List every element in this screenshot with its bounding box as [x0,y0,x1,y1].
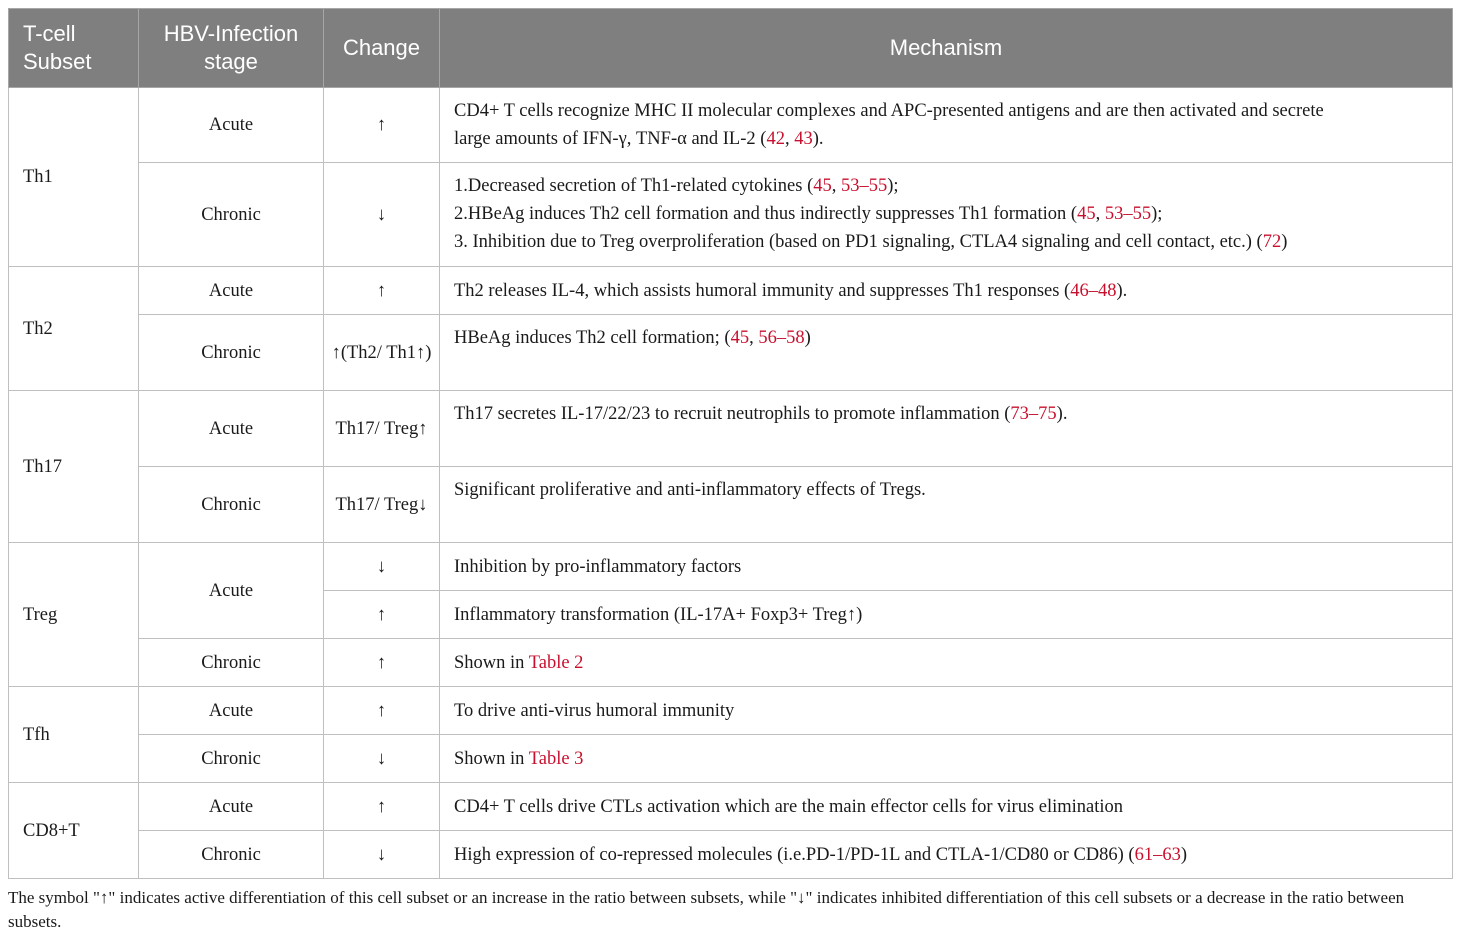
mechanism-line [454,745,1438,773]
reference-link[interactable]: 72 [1262,232,1282,252]
header-stage: HBV-Infection stage [139,9,324,88]
table-footnote: The symbol "↑" indicates active differentiation of this cell subset or an increase in the ratio between subsets, while "↓" indicates inhibited differentiation of this cell subsets or a decrease in the ratio between subsets. [8,888,1405,931]
mechanism-line [454,793,1438,821]
mechanism-text: , [749,328,759,348]
header-subset: T-cell Subset [9,9,139,88]
reference-link[interactable]: 43 [794,129,813,149]
mechanism-text: ) [804,328,811,348]
cell-change: ↑ [324,267,440,315]
mechanism-text: Inflammatory transformation (IL-17A+ Foxp3+ Treg↑) [454,604,863,625]
cell-mechanism [440,831,1453,879]
cell-mechanism [440,735,1453,783]
cell-mechanism [440,88,1453,163]
cell-stage: Chronic [139,639,324,687]
table-row [9,543,1453,591]
mechanism-text: To drive anti-virus humoral immunity [454,700,735,721]
header-change: Change [324,9,440,88]
table-body [9,88,1453,879]
mechanism-text: Significant proliferative and anti-inflammatory effects of Tregs. [454,480,926,500]
mechanism-line [454,476,1438,504]
reference-link[interactable]: 45 [730,328,750,348]
cell-stage: Acute [139,88,324,163]
mechanism-text: High expression of co-repressed molecules (i.e.PD-1/PD-1L and CTLA-1/CD80 or CD86) ( [454,844,1135,865]
mechanism-line [454,200,1438,228]
mechanism-line [454,697,1438,725]
mechanism-text: 2.HBeAg induces Th2 cell formation and thus indirectly suppresses Th1 formation ( [454,204,1078,224]
cell-mechanism [440,687,1453,735]
mechanism-text: 1.Decreased secretion of Th1-related cytokines ( [454,176,814,196]
mechanism-line [454,324,1438,352]
reference-link[interactable]: 45 [1077,204,1096,224]
mechanism-text: ). [1116,280,1128,301]
cell-stage: Chronic [139,467,324,543]
cell-mechanism [440,267,1453,315]
cell-mechanism [440,591,1453,639]
cell-subset: Treg [9,543,139,687]
table-row [9,163,1453,267]
cell-change: ↑ [324,88,440,163]
cell-stage: Chronic [139,315,324,391]
reference-link[interactable]: 73–75 [1010,404,1057,424]
cell-change: ↑ [324,639,440,687]
cell-mechanism [440,543,1453,591]
reference-link[interactable]: 46–48 [1070,280,1117,301]
mechanism-text: ) [1180,844,1188,865]
mechanism-line [454,172,1438,200]
reference-link[interactable]: 61–63 [1134,844,1181,865]
table-row [9,783,1453,831]
cell-change: ↓ [324,543,440,591]
cell-change: Th17/ Treg↑ [324,391,440,467]
cell-stage: Acute [139,391,324,467]
cell-subset: Th2 [9,267,139,391]
cell-change: ↑ [324,687,440,735]
table-row [9,88,1453,163]
mechanism-text: Shown in [454,652,529,673]
mechanism-line [454,553,1438,581]
cell-change: ↓ [324,831,440,879]
mechanism-line [454,97,1438,125]
cell-change: ↓ [324,163,440,267]
reference-link[interactable]: 56–58 [758,328,805,348]
cell-mechanism [440,467,1453,543]
cell-change: ↑(Th2/ Th1↑) [324,315,440,391]
cell-change: ↑ [324,591,440,639]
table-row [9,267,1453,315]
cell-stage: Chronic [139,831,324,879]
cell-mechanism [440,391,1453,467]
mechanism-line [454,125,1438,153]
cell-subset: Tfh [9,687,139,783]
mechanism-text: , [831,176,841,196]
table-row [9,391,1453,467]
mechanism-text: Th17 secretes IL-17/22/23 to recruit neutrophils to promote inflammation ( [454,404,1011,424]
mechanism-line [454,228,1438,256]
reference-link[interactable]: 53–55 [1104,204,1152,224]
cell-stage: Chronic [139,735,324,783]
cell-change: ↑ [324,783,440,831]
cell-mechanism [440,163,1453,267]
table-container [8,8,1452,879]
cell-change: ↓ [324,735,440,783]
mechanism-text: ). [812,129,824,149]
cell-subset: CD8+T [9,783,139,879]
mechanism-text: large amounts of IFN-γ, TNF-α and IL-2 ( [454,129,767,149]
cell-mechanism [440,783,1453,831]
cell-subset: Th17 [9,391,139,543]
cell-stage: Acute [139,543,324,639]
reference-link[interactable]: 42 [766,129,785,149]
mechanism-text: CD4+ T cells recognize MHC II molecular complexes and APC-presented antigens and are then activated and secrete [454,101,1324,121]
mechanism-text: Th2 releases IL-4, which assists humoral immunity and suppresses Th1 responses ( [454,280,1071,301]
mechanism-text: 3. Inhibition due to Treg overproliferation (based on PD1 signaling, CTLA4 signaling and cell contact, etc.) ( [454,232,1263,252]
cell-stage: Acute [139,687,324,735]
cell-subset: Th1 [9,88,139,267]
mechanism-text: HBeAg induces Th2 cell formation; ( [454,328,731,348]
mechanism-text: Shown in [454,748,529,769]
cell-mechanism [440,639,1453,687]
header-mechanism: Mechanism [440,9,1453,88]
mechanism-text: ). [1056,404,1068,424]
mechanism-line [454,277,1438,305]
cell-mechanism [440,315,1453,391]
table-row [9,467,1453,543]
mechanism-text: CD4+ T cells drive CTLs activation which are the main effector cells for virus elimination [454,796,1124,817]
mechanism-line [454,649,1438,677]
cell-change: Th17/ Treg↓ [324,467,440,543]
mechanism-text: Inhibition by pro-inflammatory factors [454,556,742,577]
mechanism-line [454,601,1438,629]
table-header-row [9,9,1453,88]
mechanism-text: ) [1281,232,1288,252]
mechanism-line [454,841,1438,869]
mechanism-text: ); [1151,204,1163,224]
mechanism-text: , [784,129,795,149]
table-row [9,315,1453,391]
cell-stage: Chronic [139,163,324,267]
table-row [9,831,1453,879]
reference-link[interactable]: Table 3 [528,748,584,769]
table-row [9,639,1453,687]
table-row [9,687,1453,735]
mechanism-line [454,400,1438,428]
mechanism-text: ); [887,176,899,196]
table-row [9,735,1453,783]
reference-link[interactable]: 53–55 [840,176,888,196]
mechanism-text: , [1095,204,1105,224]
reference-link[interactable]: Table 2 [528,652,584,673]
cell-stage: Acute [139,783,324,831]
reference-link[interactable]: 45 [813,176,832,196]
cell-stage: Acute [139,267,324,315]
tcell-subset-table [8,8,1453,879]
